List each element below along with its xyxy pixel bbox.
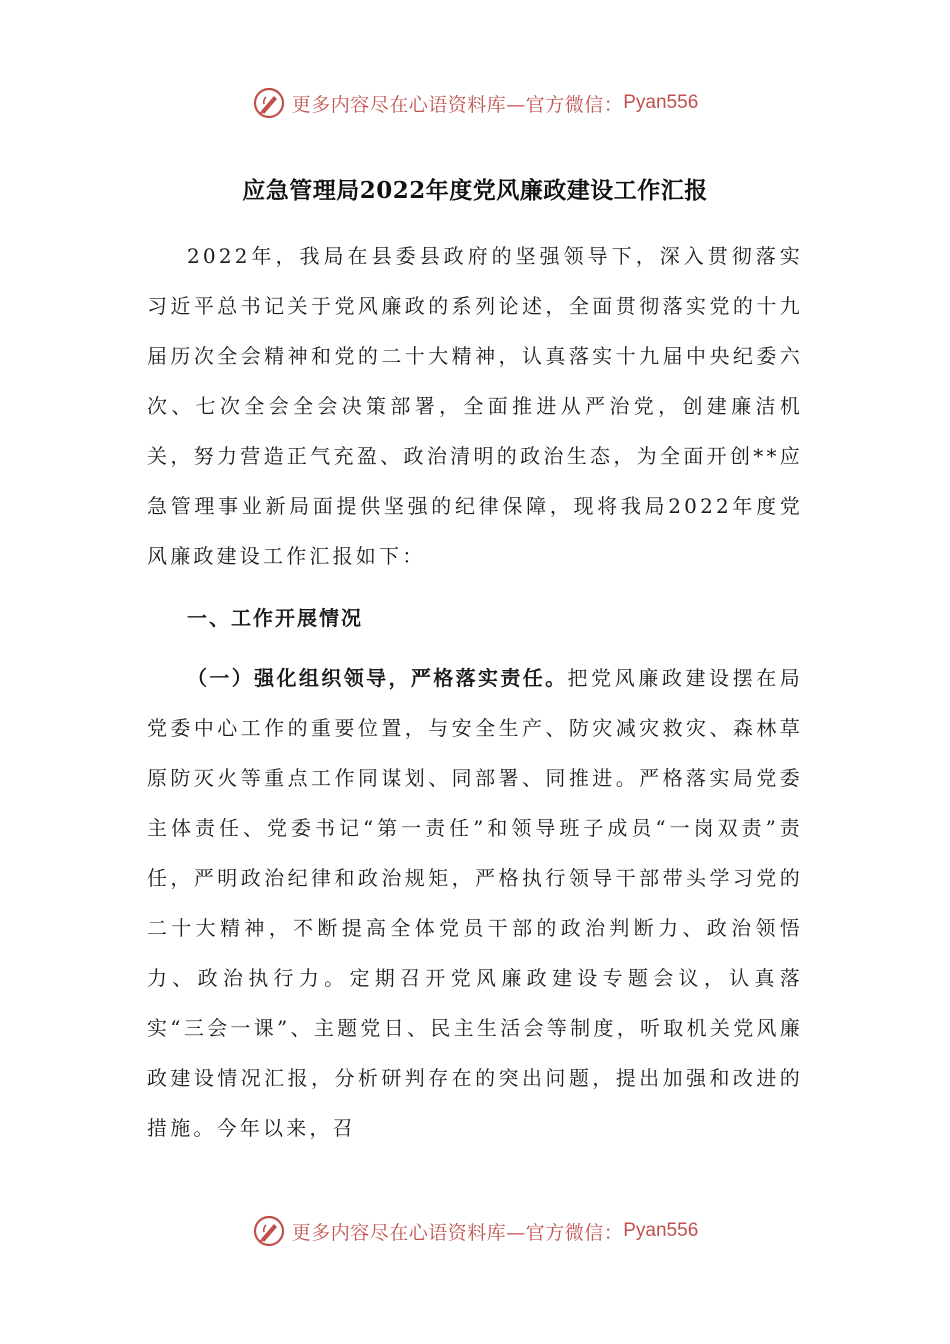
pen-logo-icon [252, 86, 286, 120]
watermark-wechat-id: Pyan556 [623, 1220, 699, 1241]
watermark-text: 更多内容尽在心语资料库—官方微信： [291, 93, 624, 116]
watermark-footer [0, 1211, 950, 1251]
intro-paragraph: 2022年，我局在县委县政府的坚强领导下，深入贯彻落实习近平总书记关于党风廉政的系列论述，全面贯彻落实党的十九届历次全会精神和党的二十大精神，认真落实十九届中央纪委六次、七次全会全会决策部署，全面推进从严治党，创建廉洁机关，努力营造正气充盈、政治清明的政治生态，为全面开创**应急管理事业新局面提供坚强的纪律保障，现将我局2022年度党风廉政建设工作汇报如下： [147, 244, 803, 568]
subsection-paragraph [147, 653, 803, 1153]
section-heading: 一、工作开展情况 [187, 606, 363, 630]
subsection-heading: （一）强化组织领导，严格落实责任。 [187, 666, 568, 690]
document-body [147, 231, 803, 1153]
watermark-wechat-id: Pyan556 [623, 92, 699, 113]
document-title: 应急管理局2022年度党风廉政建设工作汇报 [242, 177, 708, 204]
subsection-body: 把党风廉政建设摆在局党委中心工作的重要位置，与安全生产、防灾减灾救灾、森林草原防灭火等重点工作同谋划、同部署、同推进。严格落实局党委主体责任、党委书记“第一责任”和领导班子成员“一岗双责”责任，严明政治纪律和政治规矩，严格执行领导干部带头学习党的二十大精神，不断提高全体党员干部的政治判断力、政治领悟力、政治执行力。定期召开党风廉政建设专题会议，认真落实“三会一课”、主题党日、民主生活会等制度，听取机关党风廉政建设情况汇报，分析研判存在的突出问题，提出加强和改进的措施。今年以来，召 [147, 666, 804, 1140]
watermark-text: 更多内容尽在心语资料库—官方微信： [291, 1221, 624, 1244]
watermark-header [0, 83, 950, 123]
pen-logo-icon [252, 1214, 286, 1248]
